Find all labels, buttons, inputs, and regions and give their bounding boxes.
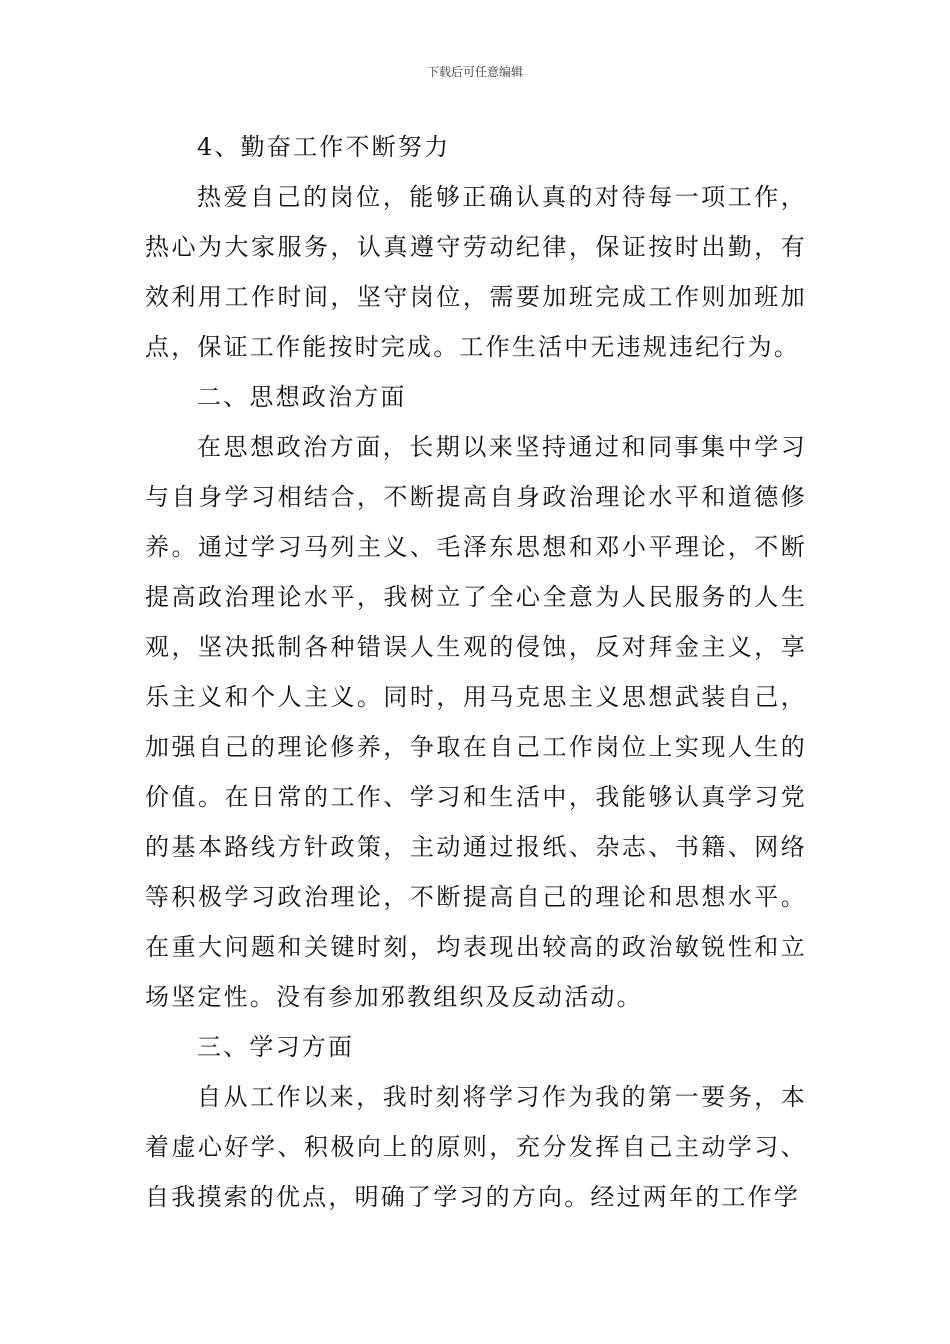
document-body [145,122,807,1222]
paragraph-study: 自从工作以来，我时刻将学习作为我的第一要务，本着虚心好学、积极向上的原则，充分发挥自己主动学习、自我摸索的优点，明确了学习的方向。经过两年的工作学 [145,1083,807,1211]
section-heading-diligent-work: 4、勤奋工作不断努力 [197,133,451,161]
paragraph-political-thought: 在思想政治方面，长期以来坚持通过和同事集中学习与自身学习相结合，不断提高自身政治理论水平和道德修养。通过学习马列主义、毛泽东思想和邓小平理论，不断提高政治理论水平，我树立了全心全意为人民服务的人生观，坚决抵制各种错误人生观的侵蚀，反对拜金主义，享乐主义和个人主义。同时，用马克思主义思想武装自己，加强自己的理论修养，争取在自己工作岗位上实现人生的价值。在日常的工作、学习和生活中，我能够认真学习党的基本路线方针政策，主动通过报纸、杂志、书籍、网络等积极学习政治理论，不断提高自己的理论和思想水平。在重大问题和关键时刻，均表现出较高的政治敏锐性和立场坚定性。没有参加邪教组织及反动活动。 [145,433,807,1011]
section-heading-political-thought: 二、思想政治方面 [197,383,407,411]
page-header: 下载后可任意编辑 [426,65,523,79]
section-heading-study: 三、学习方面 [197,1033,355,1061]
paragraph-work-attitude: 热爱自己的岗位，能够正确认真的对待每一项工作，热心为大家服务，认真遵守劳动纪律，保证按时出勤，有效利用工作时间，坚守岗位，需要加班完成工作则加班加点，保证工作能按时完成。工作生活中无违规违纪行为。 [145,183,807,361]
